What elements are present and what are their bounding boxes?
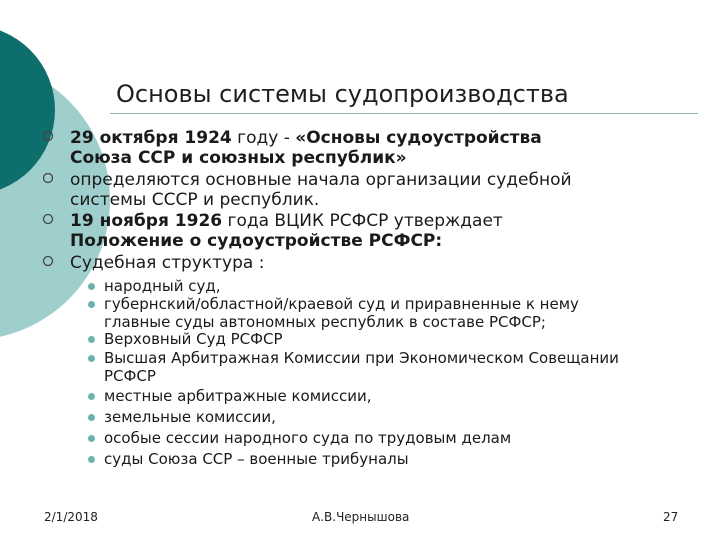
sub-item: народный суд, (104, 278, 221, 296)
sub-item: Верховный Суд РСФСР (104, 331, 283, 349)
sub-item: особые сессии народного суда по трудовым делам (104, 430, 511, 448)
title-divider (110, 113, 698, 114)
footer-date: 2/1/2018 (44, 510, 98, 524)
bullet-3-text: года ВЦИК РСФСР утверждает (222, 211, 503, 231)
ring-bullet-icon (42, 172, 54, 184)
footer-author: А.В.Чернышова (312, 510, 410, 524)
dot-bullet-icon (88, 301, 95, 308)
sub-item: Высшая Арбитражная Комиссии при Экономическом Совещании РСФСР (104, 350, 619, 385)
ring-bullet-icon (42, 213, 54, 225)
footer-page-number: 27 (663, 510, 679, 524)
ring-bullet-icon (42, 130, 54, 142)
bullet-1-text: году - (231, 128, 296, 148)
bullet-2-line1: определяются основные начала организации судебной (70, 170, 572, 190)
sub-item: земельные комиссии, (104, 409, 276, 427)
page-title: Основы системы судопроизводства (116, 80, 569, 108)
bullet-3-line2: Положение о судоустройстве РСФСР: (70, 231, 443, 251)
dot-bullet-icon (88, 355, 95, 362)
ring-bullet-icon (42, 255, 54, 267)
bullet-1-doc: «Основы судоустройства (295, 128, 542, 148)
dot-bullet-icon (88, 283, 95, 290)
bullet-3-date: 19 ноября 1926 (70, 211, 223, 231)
dot-bullet-icon (88, 435, 95, 442)
sub-item: местные арбитражные комиссии, (104, 388, 372, 406)
dot-bullet-icon (88, 456, 95, 463)
bullet-1-line2: Союза ССР и союзных республик» (70, 148, 407, 168)
dot-bullet-icon (88, 336, 95, 343)
sub-item: губернский/областной/краевой суд и приравненные к нему главные суды автономных республик в составе РСФСР; (104, 296, 579, 331)
dot-bullet-icon (88, 393, 95, 400)
bullet-4-line1: Судебная структура : (70, 253, 265, 273)
bullet-1-date: 29 октября 1924 (70, 128, 232, 148)
dot-bullet-icon (88, 414, 95, 421)
sub-item: суды Союза ССР – военные трибуналы (104, 451, 409, 469)
bullet-2-line2: системы СССР и республик. (70, 190, 320, 210)
